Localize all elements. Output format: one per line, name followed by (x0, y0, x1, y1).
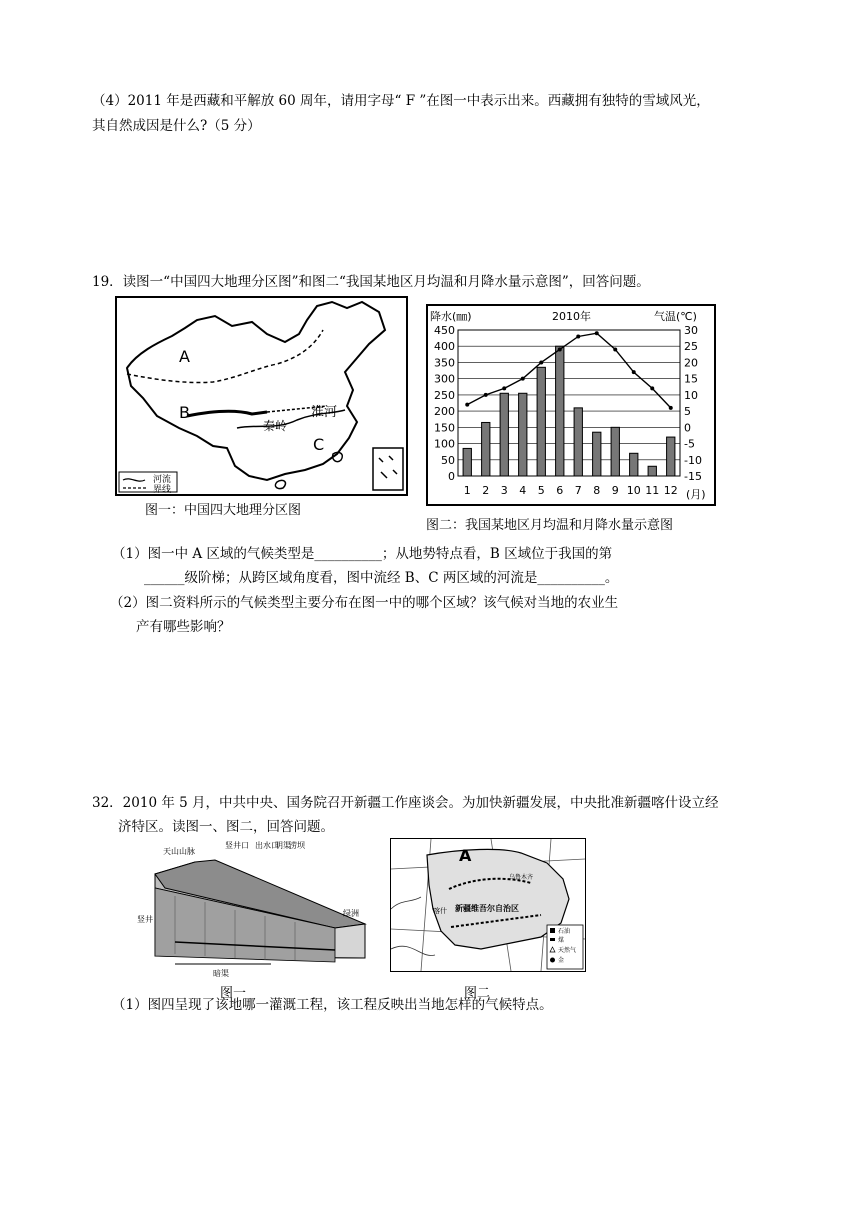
china-outline (127, 302, 385, 480)
x-tick: 10 (626, 484, 641, 497)
legend-boundary: 界线 (153, 485, 172, 494)
q19-sub1-line2: ______级阶梯；从跨区域角度看，图中流经 B、C 两区域的河流是__________。 (144, 570, 619, 586)
y-right-tick: 30 (684, 324, 698, 337)
x-tick: 6 (556, 484, 564, 497)
y-left-tick: 300 (434, 372, 455, 386)
china-map (117, 298, 406, 494)
precip-bar (500, 393, 508, 476)
x-unit: (月) (686, 488, 706, 501)
y-right-tick: 25 (684, 340, 698, 354)
q32-fig2-caption: 图二 (464, 986, 491, 1001)
precip-bar (667, 437, 675, 476)
q19-sub2-line2: 产有哪些影响？ (136, 619, 231, 635)
climate-chart (428, 306, 714, 504)
x-tick: 2 (482, 484, 490, 497)
label-a2: A (459, 846, 472, 865)
y-left-tick: 150 (434, 421, 455, 435)
qinling-line (187, 411, 267, 416)
legend-river: 河流 (153, 475, 172, 485)
x-tick: 7 (574, 484, 582, 497)
temp-point (558, 347, 562, 351)
legend-gold: 金 (558, 957, 565, 964)
y-left-tick: 450 (434, 324, 455, 337)
precip-bar (574, 408, 582, 476)
y-left-tick: 50 (441, 453, 455, 467)
temp-point (650, 386, 654, 390)
karez-diagram (135, 838, 375, 978)
precip-bar (611, 427, 619, 476)
x-tick: 1 (463, 484, 471, 497)
temp-point (595, 331, 599, 335)
y-right-tick: -5 (684, 437, 695, 451)
q19-intro: 19．读图一“中国四大地理分区图”和图二“我国某地区月均温和月降水量示意图”，回答问题。 (92, 274, 650, 290)
y-right-tick: 15 (684, 372, 698, 386)
xinjiang-map-figure (390, 838, 586, 972)
temp-point (521, 377, 525, 381)
x-tick: 4 (519, 484, 527, 497)
y-left-tick: 100 (434, 437, 455, 451)
y-left-tick: 0 (448, 470, 455, 483)
temp-point (669, 406, 673, 410)
legend-coal: 煤 (558, 937, 565, 944)
temp-point (465, 403, 469, 407)
y-right-tick: 10 (684, 388, 698, 402)
y-right-tick: -10 (684, 453, 702, 467)
q32-intro1: 32．2010 年 5 月，中共中央、国务院召开新疆工作座谈会。为加快新疆发展，中央批准新疆喀什设立经 (92, 795, 719, 811)
temp-point (613, 347, 617, 351)
legend-gas: 天然气 (558, 947, 577, 954)
y-right-tick: 5 (684, 405, 691, 419)
label-shujing-top: 竖井口 (225, 841, 249, 850)
label-a: A (179, 347, 190, 366)
x-tick: 11 (645, 484, 660, 497)
y-left-tick: 400 (434, 340, 455, 354)
legend-oil: 石油 (558, 928, 571, 935)
precip-bar (630, 453, 638, 476)
y-right-tick: 0 (684, 421, 691, 435)
precip-bar (556, 346, 564, 476)
x-tick: 5 (537, 484, 545, 497)
label-laoba: 涝坝 (289, 841, 305, 850)
fig2-caption: 图二：我国某地区月均温和月降水量示意图 (426, 518, 674, 533)
x-tick: 9 (611, 484, 619, 497)
temp-point (632, 370, 636, 374)
x-tick: 8 (593, 484, 601, 497)
label-b: B (179, 403, 190, 422)
climate-chart-figure (426, 304, 716, 506)
temp-point (502, 386, 506, 390)
precip-bar (482, 422, 490, 476)
south-sea-inset (373, 448, 403, 490)
label-anqu: 暗渠 (213, 969, 229, 978)
legend-temp: 气温(℃) (654, 310, 697, 323)
q4-line2: 其自然成因是什么?（5 分） (92, 118, 261, 134)
q32-sub1: （1）图四呈现了该地哪一灌溉工程，该工程反映出当地怎样的气候特点。 (112, 997, 553, 1013)
label-mingqu: 明渠 (275, 841, 291, 850)
x-tick: 3 (500, 484, 508, 497)
precip-bar (463, 448, 471, 476)
karez-figure (135, 838, 375, 978)
y-right-tick: 20 (684, 356, 698, 370)
temp-point (484, 393, 488, 397)
x-tick: 12 (663, 484, 678, 497)
precip-bar (593, 432, 601, 476)
q32-intro2: 济特区。读图一、图二，回答问题。 (118, 819, 334, 835)
y-left-tick: 250 (434, 388, 455, 402)
temp-point (576, 334, 580, 338)
precip-bar (537, 367, 545, 476)
precip-bar (648, 466, 656, 476)
legend-precip: 降水(㎜) (430, 310, 472, 323)
label-kashi: 喀什 (433, 907, 447, 915)
label-urumqi: 乌鲁木齐 (509, 874, 534, 881)
q32-fig1-caption: 图一 (220, 986, 247, 1001)
q19-sub1-line1: （1）图一中 A 区域的气候类型是__________；从地势特点看，B 区域位于我国的第 (112, 546, 613, 562)
q4-line1: （4）2011 年是西藏和平解放 60 周年，请用字母“ F ”在图一中表示出来。西藏拥有独特的雪域风光， (92, 93, 710, 109)
label-shujing-left: 竖井 (137, 915, 153, 924)
china-map-figure (115, 296, 408, 496)
q19-sub2-line1: （2）图二资料所示的气候类型主要分布在图一中的哪个区域？该气候对当地的农业生 (110, 595, 619, 611)
label-tianshan: 天山山脉 (163, 847, 195, 856)
label-lvzhou: 绿洲 (343, 909, 359, 918)
chart-title: 2010年 (552, 310, 591, 323)
xinjiang-map (391, 839, 585, 971)
label-huaihe: 淮河 (311, 405, 338, 420)
label-chushui: 出水口 (255, 841, 279, 850)
y-right-tick: -15 (684, 470, 702, 483)
y-left-tick: 200 (434, 405, 455, 419)
label-qinling: 秦岭 (263, 419, 288, 433)
label-region: 新疆维吾尔自治区 (455, 904, 519, 913)
temp-line (467, 333, 671, 408)
temp-point (539, 360, 543, 364)
precip-bar (519, 393, 527, 476)
fig1-caption: 图一：中国四大地理分区图 (145, 503, 302, 518)
label-c: C (313, 435, 325, 454)
y-left-tick: 350 (434, 356, 455, 370)
plot-area (458, 330, 680, 476)
